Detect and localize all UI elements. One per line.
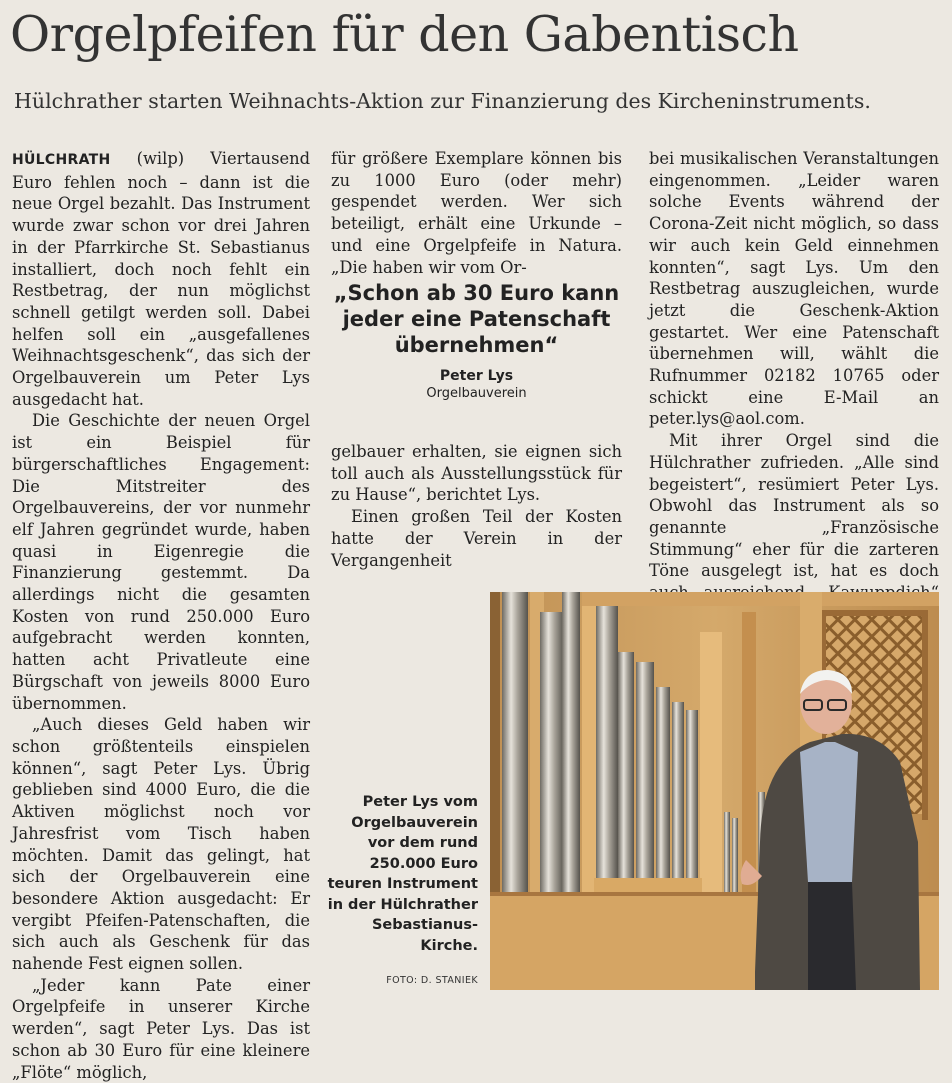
- text-column-1: [12, 148, 310, 1083]
- paragraph: bei musikalischen Veranstaltungen eingenommen. „Leider waren solche Events während der Corona-Zeit nicht möglich, so dass wir auch kein Geld einnehmen konnten“, sagt Lys. Um den Restbetrag auszugleichen, wurde jetzt die Geschenk-Aktion gestartet. Wer eine Patenschaft übernehmen will, wählt die Rufnummer 02182 10765 oder schickt eine E-Mail an peter.lys@aol.com.: [649, 149, 939, 429]
- pull-quote: [331, 280, 622, 401]
- paragraph: Die Geschichte der neuen Orgel ist ein Beispiel für bürgerschaftliches Engagement: Die Mitstreiter des Orgelbauvereins, der vor nunmehr elf Jahren gegründet wurde, haben quasi in Eigenregie die Finanzierung gestemmt. Da allerdings nicht die gesamten Kosten von rund 250.000 Euro aufgebracht werden konnten, hatten acht Privatleute eine Bürgschaft von jeweils 8000 Euro übernommen.: [12, 411, 310, 713]
- paragraph: „Jeder kann Pate einer Orgelpfeife in unserer Kirche werden“, sagt Peter Lys. Das ist schon ab 30 Euro für eine kleinere „Flöte“ möglich,: [12, 975, 310, 1082]
- article-headline: Orgelpfeifen für den Gabentisch: [10, 6, 799, 63]
- text-column-3: [649, 148, 939, 625]
- paragraph: für größere Exemplare können bis zu 1000 Euro (oder mehr) gespendet werden. Wer sich beteiligt, erhält eine Urkunde – und eine Orgelpfeife in Natura. „Die haben wir vom Or-: [331, 149, 622, 277]
- photo-credit: FOTO: D. STANIEK: [386, 975, 478, 986]
- organ-photo-illustration: [490, 592, 939, 990]
- text-column-2-continued: [331, 441, 622, 571]
- paragraph: Mit ihrer Orgel sind die Hülchrather zufrieden. „Alle sind begeistert“, resümiert Peter Lys. Obwohl das Instrument als so genannte „Französische Stimmung“ eher für die zarteren Töne ausgelegt ist, hat es doch: [649, 431, 939, 581]
- article-subheadline: Hülchrather starten Weihnachts-Aktion zur Finanzierung des Kircheninstruments.: [14, 89, 871, 113]
- paragraph: „Auch dieses Geld haben wir schon größtenteils einspielen können“, sagt Peter Lys. Übrig geblieben sind 4000 Euro, die die Aktiven möglichst noch vor Jahresfrist vom Tisch haben möchten. Damit das gelingt, hat sich der Orgelbauverein eine besondere Aktion ausgedacht: Er vergibt Pfeifen-Patenschaften, die sich auch als Geschenk für das nahende Fest eignen sollen.: [12, 715, 310, 974]
- photo-caption: Peter Lys vom Orgelbauverein vor dem rund 250.000 Euro teuren Instrument in der Hülchrather Sebastianus-Kirche.: [327, 794, 478, 954]
- paragraph: Einen großen Teil der Kosten hatte der Verein in der Vergangenheit: [331, 507, 622, 570]
- organ-photo: [490, 592, 939, 990]
- text-column-2: [331, 148, 622, 278]
- paragraph: gelbauer erhalten, sie eignen sich toll auch als Ausstellungsstück für zu Hause“, berichtet Lys.: [331, 442, 622, 505]
- pull-quote-role: Orgelbauverein: [426, 386, 527, 401]
- dateline: HÜLCHRATH: [12, 152, 111, 168]
- pull-quote-author: Peter Lys: [439, 368, 514, 384]
- pull-quote-text: „Schon ab 30 Euro kann jeder eine Patenschaft übernehmen“: [333, 281, 620, 357]
- paragraph: [12, 148, 310, 410]
- paragraph-text: (wilp) Viertausend Euro fehlen noch – dann ist die neue Orgel bezahlt. Das Instrument wurde zwar schon vor drei Jahren in der Pfarrkirche St. Sebastianus installiert, doch noch fehlt ein Restbetrag, der nun möglichst schnell getilgt werden soll. Dabei helfen soll ein „ausgefallenes Weihnachtsgeschenk“, das sich der Orgelbauverein um Peter Lys ausgedacht hat.: [12, 149, 310, 409]
